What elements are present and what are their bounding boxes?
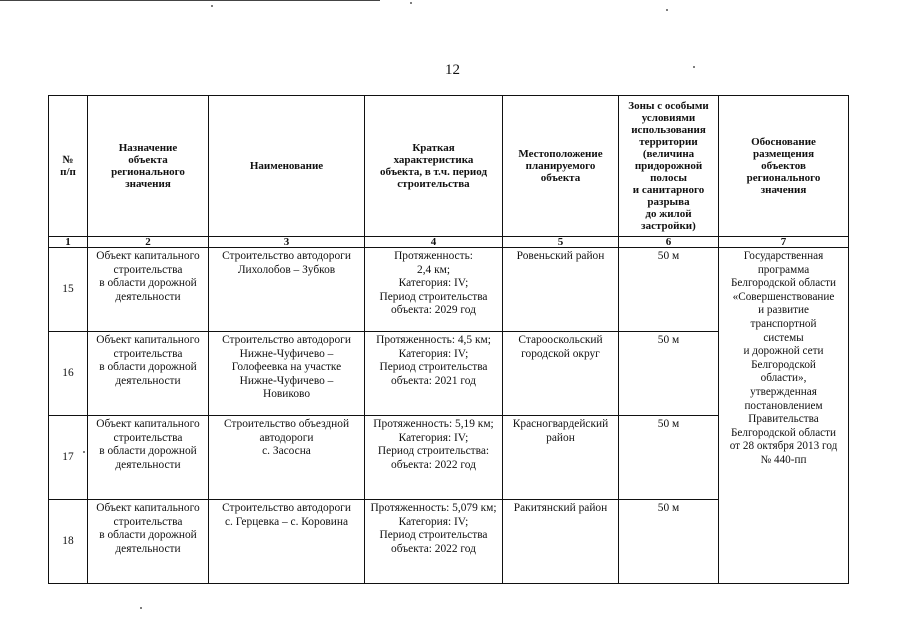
- column-number-row: [49, 237, 849, 248]
- row-number: 15: [49, 248, 88, 332]
- header-cell-purpose: Назначение объекта регионального значения: [88, 96, 209, 237]
- header-cell-number: № п/п: [49, 96, 88, 237]
- scan-top-line: [0, 0, 380, 1]
- page-number: 12: [445, 62, 460, 78]
- table-row: [49, 248, 849, 332]
- object-characteristics: Протяженность: 4,5 км; Категория: IV; Период строительства объекта: 2021 год: [365, 332, 503, 416]
- row-number: 16: [49, 332, 88, 416]
- scan-speck: [410, 2, 412, 4]
- object-name: Строительство автодороги Нижне-Чуфичево – Голофеевка на участке Нижне-Чуфичево – Новиково: [209, 332, 365, 416]
- scan-speck: [211, 5, 213, 7]
- row-number: 17: [49, 416, 88, 500]
- object-location: Красногвардейский район: [503, 416, 619, 500]
- object-characteristics: Протяженность: 2,4 км; Категория: IV; Период строительства объекта: 2029 год: [365, 248, 503, 332]
- header-cell-name: Наименование: [209, 96, 365, 237]
- column-number: 5: [503, 237, 619, 248]
- object-name: Строительство объездной автодороги с. Засосна: [209, 416, 365, 500]
- object-zone: 50 м: [619, 416, 719, 500]
- table-header-row: [49, 96, 849, 237]
- scan-speck: [140, 607, 142, 609]
- object-name: Строительство автодороги с. Герцевка – с. Коровина: [209, 500, 365, 584]
- column-number: 6: [619, 237, 719, 248]
- header-cell-basis: Обоснование размещения объектов регионального значения: [719, 96, 849, 237]
- object-purpose: Объект капитального строительства в области дорожной деятельности: [88, 332, 209, 416]
- object-name: Строительство автодороги Лихолобов – Зубков: [209, 248, 365, 332]
- object-purpose: Объект капитального строительства в области дорожной деятельности: [88, 500, 209, 584]
- object-zone: 50 м: [619, 500, 719, 584]
- basis-cell: Государственная программа Белгородской области «Совершенствование и развитие транспортной системы и дорожной сети Белгородской области», утвержденная постановлением Правительства Белгородской области от 28 октября 2013 год № 440-пп: [719, 248, 849, 584]
- column-number: 3: [209, 237, 365, 248]
- object-characteristics: Протяженность: 5,19 км; Категория: IV; Период строительства: объекта: 2022 год: [365, 416, 503, 500]
- row-number: 18: [49, 500, 88, 584]
- object-zone: 50 м: [619, 248, 719, 332]
- planning-table: [48, 95, 849, 584]
- object-zone: 50 м: [619, 332, 719, 416]
- object-characteristics: Протяженность: 5,079 км; Категория: IV; Период строительства объекта: 2022 год: [365, 500, 503, 584]
- object-purpose: Объект капитального строительства в области дорожной деятельности: [88, 248, 209, 332]
- column-number: 2: [88, 237, 209, 248]
- scan-speck: [666, 9, 668, 11]
- object-purpose: Объект капитального строительства в области дорожной деятельности: [88, 416, 209, 500]
- header-cell-characteristics: Краткая характеристика объекта, в т.ч. период строительства: [365, 96, 503, 237]
- column-number: 7: [719, 237, 849, 248]
- header-cell-zones: Зоны с особыми условиями использования территории (величина придорожной полосы и санитарного разрыва до жилой застройки): [619, 96, 719, 237]
- header-cell-location: Местоположение планируемого объекта: [503, 96, 619, 237]
- column-number: 1: [49, 237, 88, 248]
- object-location: Старооскольский городской округ: [503, 332, 619, 416]
- object-location: Ракитянский район: [503, 500, 619, 584]
- column-number: 4: [365, 237, 503, 248]
- object-location: Ровеньский район: [503, 248, 619, 332]
